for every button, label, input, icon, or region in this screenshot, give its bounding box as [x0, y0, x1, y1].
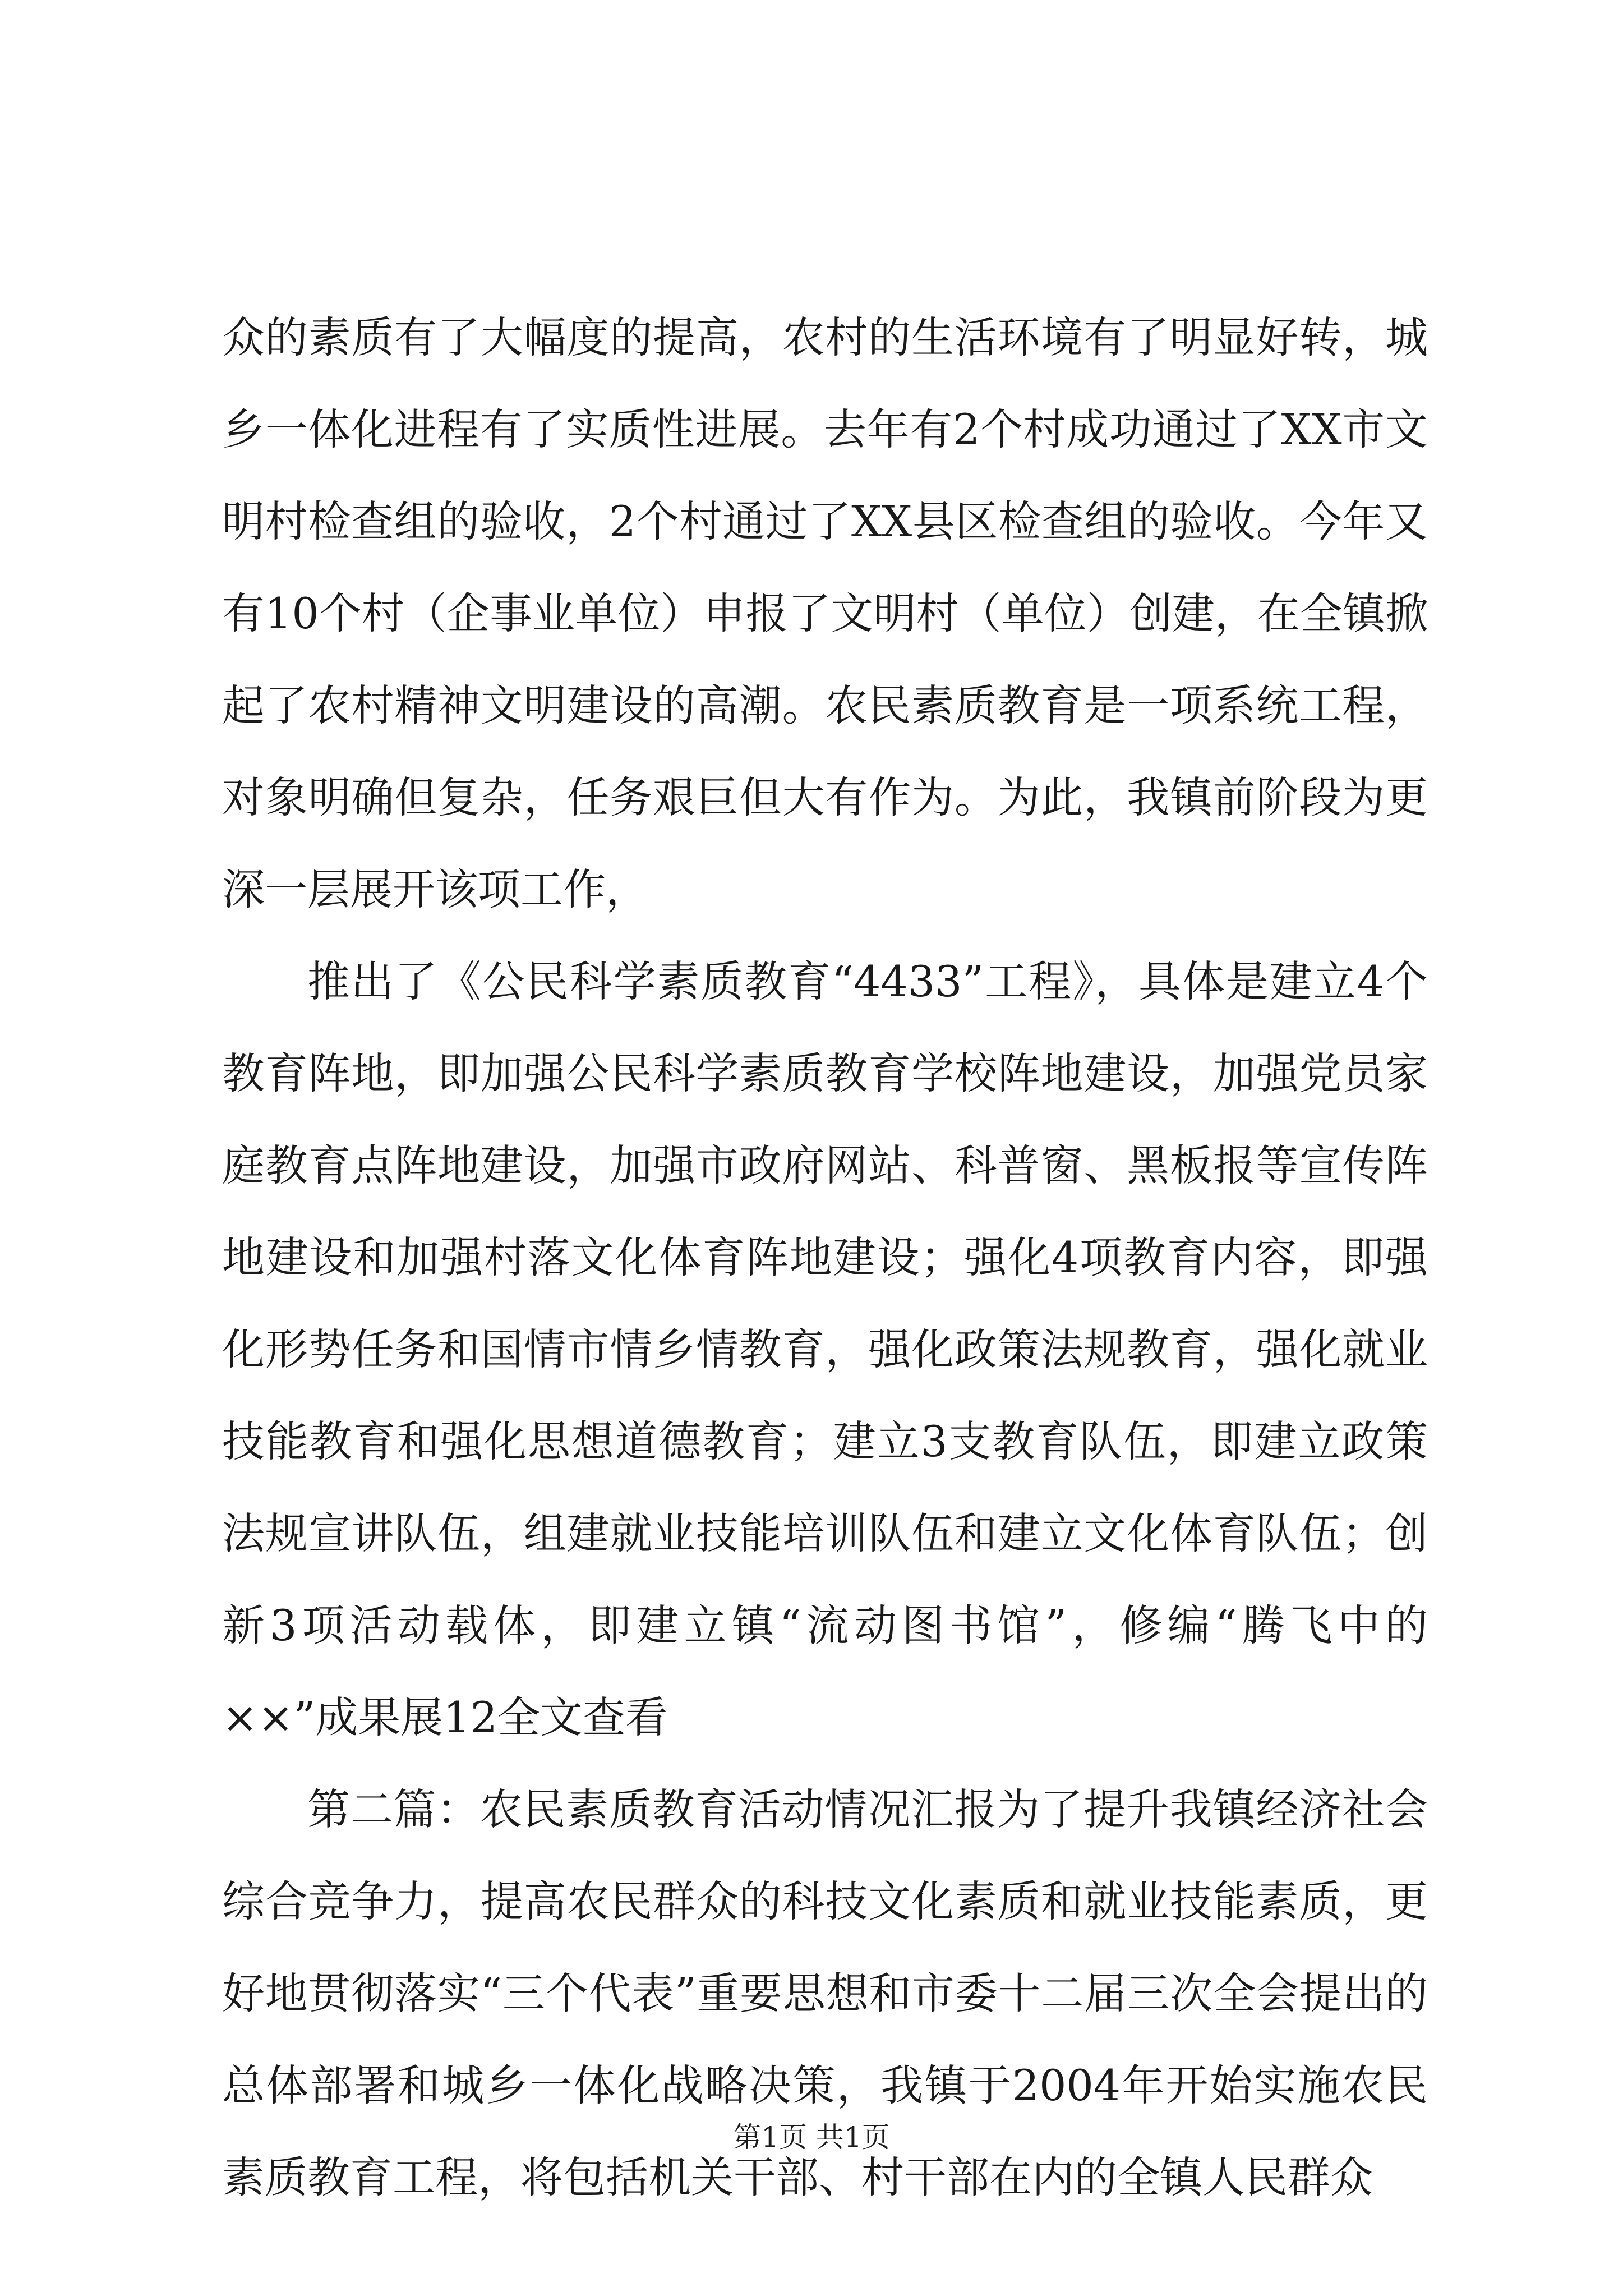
paragraph-continuation: 众的素质有了大幅度的提高，农村的生活环境有了明显好转，城乡一体化进程有了实质性进展。去年有2个村成功通过了XX市文明村检查组的验收，2个村通过了XX县区检查组的验收。今年又有10个村（企事业单位）申报了文明村（单位）创建，在全镇掀起了农村精神文明建设的高潮。农民素质教育是一项系统工程，对象明确但复杂，任务艰巨但大有作为。为此，我镇前阶段为更深一层展开该项工作， [222, 312, 1428, 914]
page-footer: 第1页 共1页 [733, 2121, 890, 2154]
document-body [222, 292, 1428, 2224]
paragraph-second-article: 第二篇：农民素质教育活动情况汇报为了提升我镇经济社会综合竞争力，提高农民群众的科技文化素质和就业技能素质，更好地贯彻落实“三个代表”重要思想和市委十二届三次全会提出的总体部署和城乡一体化战略决策，我镇于2004年开始实施农民素质教育工程，将包括机关干部、村干部在内的全镇人民群众 [222, 1784, 1428, 2202]
paragraph-4433-project: 推出了《公民科学素质教育“4433”工程》，具体是建立4个教育阵地，即加强公民科学素质教育学校阵地建设，加强党员家庭教育点阵地建设，加强市政府网站、科普窗、黑板报等宣传阵地建设和加强村落文化体育阵地建设；强化4项教育内容，即强化形势任务和国情市情乡情教育，强化政策法规教育，强化就业技能教育和强化思想道德教育；建立3支教育队伍，即建立政策法规宣讲队伍，组建就业技能培训队伍和建立文化体育队伍；创新3项活动载体，即建立镇“流动图书馆”，修编“腾飞中的××”成果展12全文查看 [222, 956, 1428, 1742]
